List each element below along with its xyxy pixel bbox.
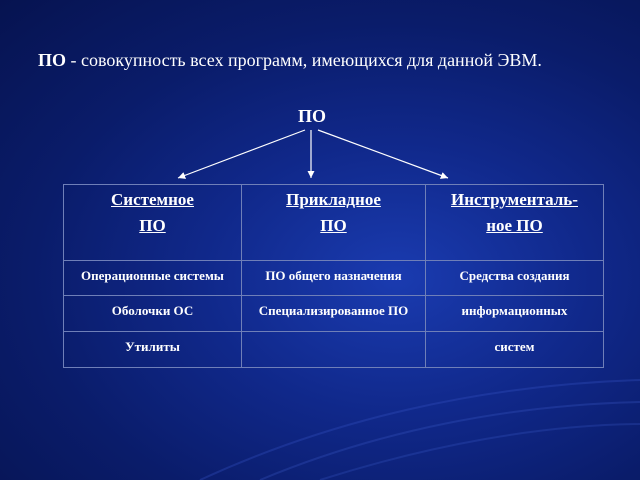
table-row — [64, 296, 604, 332]
table-cell: Оболочки ОС — [64, 296, 242, 332]
table-cell: информационных — [426, 296, 604, 332]
arrow-to-instrumental-sw — [318, 130, 448, 178]
table-cell: Специализированное ПО — [242, 296, 426, 332]
header-line: ное ПО — [486, 216, 543, 235]
table-row — [64, 332, 604, 368]
header-line: Системное — [111, 190, 194, 209]
diagram-root-label: ПО — [297, 106, 326, 126]
definition-term: ПО — [38, 50, 67, 70]
header-line: ПО — [320, 216, 347, 235]
software-classification-table — [63, 184, 604, 368]
table-cell: систем — [426, 332, 604, 368]
header-line: Прикладное — [286, 190, 381, 209]
definition-body: - совокупность всех программ, имеющихся для данной ЭВМ. — [66, 50, 542, 70]
table-cell: ПО общего назначения — [242, 260, 426, 296]
header-line: Инструменталь- — [451, 190, 578, 209]
table-row — [64, 260, 604, 296]
header-system-sw — [64, 185, 242, 261]
table-cell: Операционные системы — [64, 260, 242, 296]
table-cell: Средства создания — [426, 260, 604, 296]
header-applied-sw — [242, 185, 426, 261]
table-header-row — [64, 185, 604, 261]
header-line: ПО — [139, 216, 166, 235]
arrow-to-system-sw — [178, 130, 305, 178]
header-instrumental-sw — [426, 185, 604, 261]
table-cell: Утилиты — [64, 332, 242, 368]
table-cell — [242, 332, 426, 368]
